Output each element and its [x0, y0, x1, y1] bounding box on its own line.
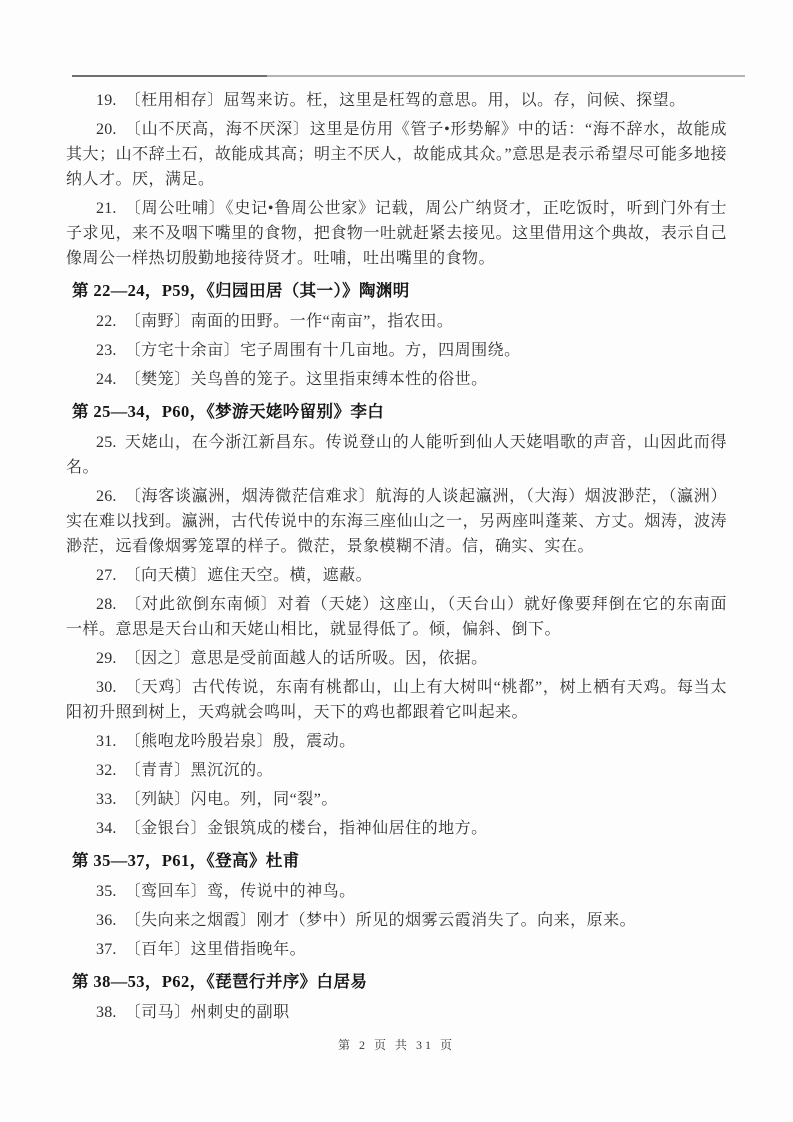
- list-item: [66, 367, 727, 392]
- list-item: [66, 592, 727, 642]
- item-text: 〔方宅十余亩〕宅子周围有十几亩地。方，四周围绕。: [124, 342, 521, 359]
- document-body: [66, 88, 727, 1029]
- item-number: 32.: [96, 762, 117, 779]
- item-text: 天姥山，在今浙江新昌东。传说登山的人能听到仙人天姥唱歌的声音，山因此而得名。: [66, 434, 727, 476]
- section-heading: 第 25—34，P60，《梦游天姥吟留别》李白: [72, 402, 385, 421]
- item-number: 22.: [96, 313, 117, 330]
- list-item: [66, 338, 727, 363]
- item-text: 〔对此欲倒东南倾〕对着（天姥）这座山，（天台山）就好像要拜倒在它的东南面一样。意思是天台山和天姥山相比，就显得低了。倾，偏斜、倒下。: [66, 596, 727, 638]
- item-number: 27.: [96, 567, 117, 584]
- item-text: 〔熊咆龙吟殷岩泉〕殷，震动。: [124, 733, 356, 750]
- item-text: 〔失向来之烟霞〕刚才（梦中）所见的烟雾云霞消失了。向来，原来。: [124, 912, 637, 929]
- item-text: 〔枉用相存〕屈驾来访。枉，这里是枉驾的意思。用，以。存，问候、探望。: [124, 92, 686, 109]
- item-text: 〔青青〕黑沉沉的。: [124, 762, 274, 779]
- item-number: 37.: [96, 941, 117, 958]
- item-text: 〔海客谈瀛洲，烟涛微茫信难求〕航海的人谈起瀛洲，（大海）烟波渺茫，（瀛洲）实在难以找到。瀛洲，古代传说中的东海三座仙山之一，另两座叫蓬莱、方丈。烟涛，波涛渺茫，远看像烟雾笼罩的样子。微茫，景象模糊不清。信，确实、实在。: [66, 488, 727, 555]
- item-number: 20.: [96, 121, 117, 138]
- header-rule: [72, 75, 745, 77]
- item-text: 〔樊笼〕关鸟兽的笼子。这里指束缚本性的俗世。: [124, 371, 488, 388]
- list-item: [66, 816, 727, 841]
- item-text: 〔列缺〕闪电。列，同“裂”。: [124, 791, 338, 808]
- list-item: [66, 309, 727, 334]
- list-item: [66, 430, 727, 480]
- list-item: [66, 646, 727, 671]
- item-text: 〔司马〕州刺史的副职: [124, 1004, 290, 1021]
- item-number: 23.: [96, 342, 117, 359]
- item-number: 24.: [96, 371, 117, 388]
- item-text: 〔向天横〕遮住天空。横，遮蔽。: [124, 567, 373, 584]
- item-text: 〔百年〕这里借指晚年。: [124, 941, 307, 958]
- item-number: 21.: [96, 200, 117, 217]
- item-number: 36.: [96, 912, 117, 929]
- page-footer: 第 2 页 共 31 页: [337, 1038, 455, 1052]
- section-heading: 第 22—24，P59，《归园田居（其一）》陶渊明: [72, 281, 410, 300]
- item-number: 26.: [96, 488, 117, 505]
- list-item: [66, 88, 727, 113]
- list-item: [66, 758, 727, 783]
- item-text: 〔山不厌高，海不厌深〕这里是仿用《管子•形势解》中的话：“海不辞水，故能成其大；山不辞土石，故能成其高；明主不厌人，故能成其众。”意思是表示希望尽可能多地接纳人才。厌，满足。: [66, 121, 727, 188]
- list-item: [66, 879, 727, 904]
- list-item: [66, 1000, 727, 1025]
- item-text: 〔鸾回车〕鸾，传说中的神鸟。: [124, 883, 356, 900]
- list-item: [66, 908, 727, 933]
- section-heading: 第 38—53，P62，《琵琶行并序》白居易: [72, 972, 368, 991]
- item-text: 〔因之〕意思是受前面越人的话所吸。因，依据。: [124, 650, 488, 667]
- list-item: [66, 196, 727, 271]
- list-item: [66, 484, 727, 559]
- item-number: 33.: [96, 791, 117, 808]
- item-text: 〔南野〕南面的田野。一作“南亩”，指农田。: [124, 313, 454, 330]
- list-item: [66, 117, 727, 192]
- item-number: 35.: [96, 883, 117, 900]
- item-number: 31.: [96, 733, 117, 750]
- item-number: 29.: [96, 650, 117, 667]
- item-number: 19.: [96, 92, 117, 109]
- item-number: 25.: [96, 434, 117, 451]
- list-item: [66, 937, 727, 962]
- list-item: [66, 729, 727, 754]
- list-item: [66, 675, 727, 725]
- item-number: 28.: [96, 596, 117, 613]
- item-number: 30.: [96, 679, 117, 696]
- section-heading: 第 35—37，P61，《登高》杜甫: [72, 851, 300, 870]
- list-item: [66, 787, 727, 812]
- item-number: 38.: [96, 1004, 117, 1021]
- item-text: 〔天鸡〕古代传说，东南有桃都山，山上有大树叫“桃都”，树上栖有天鸡。每当太阳初升照到树上，天鸡就会鸣叫，天下的鸡也都跟着它叫起来。: [66, 679, 727, 721]
- list-item: [66, 563, 727, 588]
- item-text: 〔周公吐哺〕《史记•鲁周公世家》记载，周公广纳贤才，正吃饭时，听到门外有士子求见，来不及咽下嘴里的食物，把食物一吐就赶紧去接见。这里借用这个典故，表示自己像周公一样热切殷勤地接待贤才。吐哺，吐出嘴里的食物。: [66, 200, 727, 267]
- item-number: 34.: [96, 820, 117, 837]
- item-text: 〔金银台〕金银筑成的楼台，指神仙居住的地方。: [124, 820, 488, 837]
